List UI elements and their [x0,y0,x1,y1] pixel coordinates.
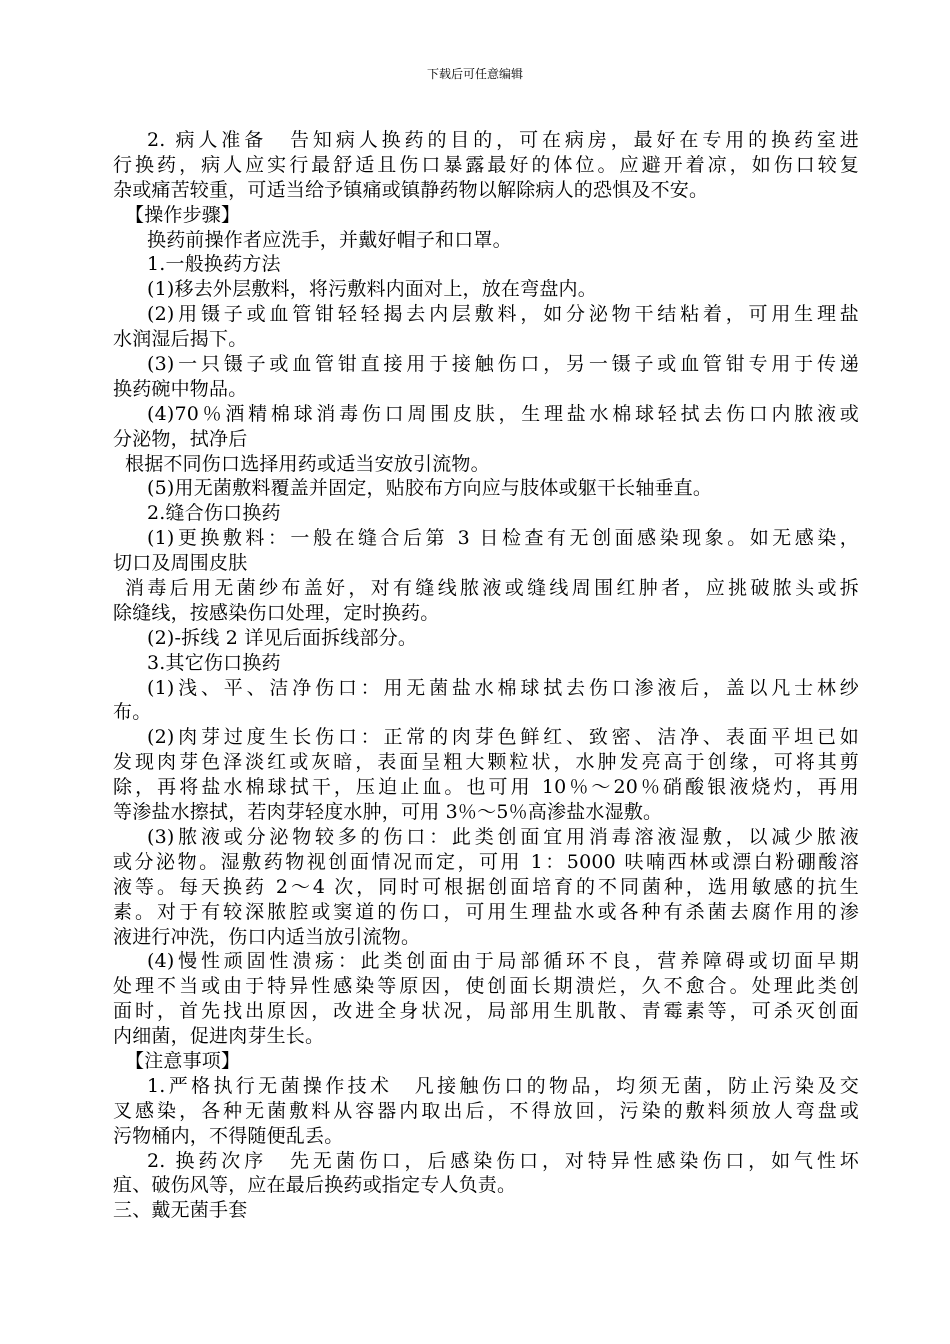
subsection-heading: 3.其它伤口换药 [147,651,281,674]
text-line: 行换药，病人应实行最舒适且伤口暴露最好的体位。应避开着凉，如伤口较复 [113,153,859,176]
text-line: (3)脓液或分泌物较多的伤口：此类创面宜用消毒溶液湿敷，以减少脓液 [147,825,859,848]
text-line: 面时，首先找出原因，改进全身状况，局部用生肌散、青霉素等，可杀灭创面 [113,1000,859,1023]
text-line: 素。对于有较深脓腔或窦道的伤口，可用生理盐水或各种有杀菌去腐作用的渗 [113,900,859,923]
text-line: 污物桶内，不得随便乱丢。 [113,1124,344,1147]
text-line: 叉感染，各种无菌敷料从容器内取出后，不得放回，污染的敷料须放人弯盘或 [113,1099,859,1122]
text-line: 杂或痛苦较重，可适当给予镇痛或镇静药物以解除病人的恐惧及不安。 [113,178,709,201]
text-line: (1)移去外层敷料，将污敷料内面对上，放在弯盘内。 [147,278,597,301]
text-line: (2)-拆线 2 详见后面拆线部分。 [147,626,418,649]
text-line: (1)浅、平、洁净伤口：用无菌盐水棉球拭去伤口渗液后，盖以凡士林纱 [147,676,859,699]
text-line: (2)肉芽过度生长伤口：正常的肉芽色鲜红、致密、洁净、表面平坦已如 [147,726,859,749]
text-line: 1.严格执行无菌操作技术 凡接触伤口的物品，均须无菌，防止污染及交 [147,1074,859,1097]
text-line: 液进行冲洗，伤口内适当放引流物。 [113,925,421,948]
text-line: 除缝线，按感染伤口处理，定时换药。 [113,601,440,624]
text-line: (4)慢性顽固性溃疡：此类创面由于局部循环不良，营养障碍或切面早期 [147,950,859,973]
text-line: (3)一只镊子或血管钳直接用于接触伤口，另一镊子或血管钳专用于传递 [147,353,859,376]
text-line: 消毒后用无菌纱布盖好，对有缝线脓液或缝线周围红肿者，应挑破脓头或拆 [125,577,859,600]
text-line: 处理不当或由于特异性感染等原因，使创面长期溃烂，久不愈合。处理此类创 [113,975,859,998]
section-heading: 【注意事项】 [125,1049,241,1072]
text-line: 或分泌物。湿敷药物视创面情况而定，可用 1：5000 呋喃西林或漂白粉硼酸溶 [113,850,859,873]
text-line: 分泌物，拭净后 [113,427,248,450]
text-line: 内细菌，促进肉芽生长。 [113,1025,325,1048]
text-line: 布。 [113,701,152,724]
text-line: (1)更换敷料：一般在缝合后第 3 日检查有无创面感染现象。如无感染， [147,527,859,550]
document-body [113,128,859,1223]
subsection-heading: 1.一般换药方法 [147,253,281,276]
text-line: (2)用镊子或血管钳轻轻揭去内层敷料，如分泌物干结粘着，可用生理盐 [147,303,859,326]
section-heading: 【操作步骤】 [125,203,241,226]
text-line: 疽、破伤风等，应在最后换药或指定专人负责。 [113,1174,517,1197]
section-heading: 三、戴无菌手套 [113,1199,248,1222]
text-line: (4)70％酒精棉球消毒伤口周围皮肤，生理盐水棉球轻拭去伤口内脓液或 [147,402,859,425]
text-line: 发现肉芽色泽淡红或灰暗，表面呈粗大颗粒状，水肿发亮高于创缘，可将其剪 [113,751,859,774]
text-line: 除，再将盐水棉球拭干，压迫止血。也可用 10％～20％硝酸银液烧灼，再用 [113,776,859,799]
text-line: 2. 病人准备 告知病人换药的目的，可在病房，最好在专用的换药室进 [147,129,859,151]
text-line: 切口及周围皮肤 [113,552,248,575]
text-line: 换药碗中物品。 [113,377,248,400]
text-line: 水润湿后揭下。 [113,328,248,351]
text-line: (5)用无菌敷料覆盖并固定，贴胶布方向应与肢体或躯干长轴垂直。 [147,477,713,500]
subsection-heading: 2.缝合伤口换药 [147,502,281,525]
text-line: 根据不同伤口选择用药或适当安放引流物。 [125,452,490,475]
text-line: 液等。每天换药 2～4 次，同时可根据创面培育的不同菌种，选用敏感的抗生 [113,875,859,898]
text-line: 2. 换药次序 先无菌伤口，后感染伤口，对特异性感染伤口，如气性坏 [147,1149,859,1172]
page-header: 下载后可任意编辑 [426,67,523,81]
text-line: 等渗盐水擦拭，若肉芽轻度水肿，可用 3％～5％高渗盐水湿敷。 [113,801,663,824]
text-line: 换药前操作者应洗手，并戴好帽子和口罩。 [147,228,512,251]
